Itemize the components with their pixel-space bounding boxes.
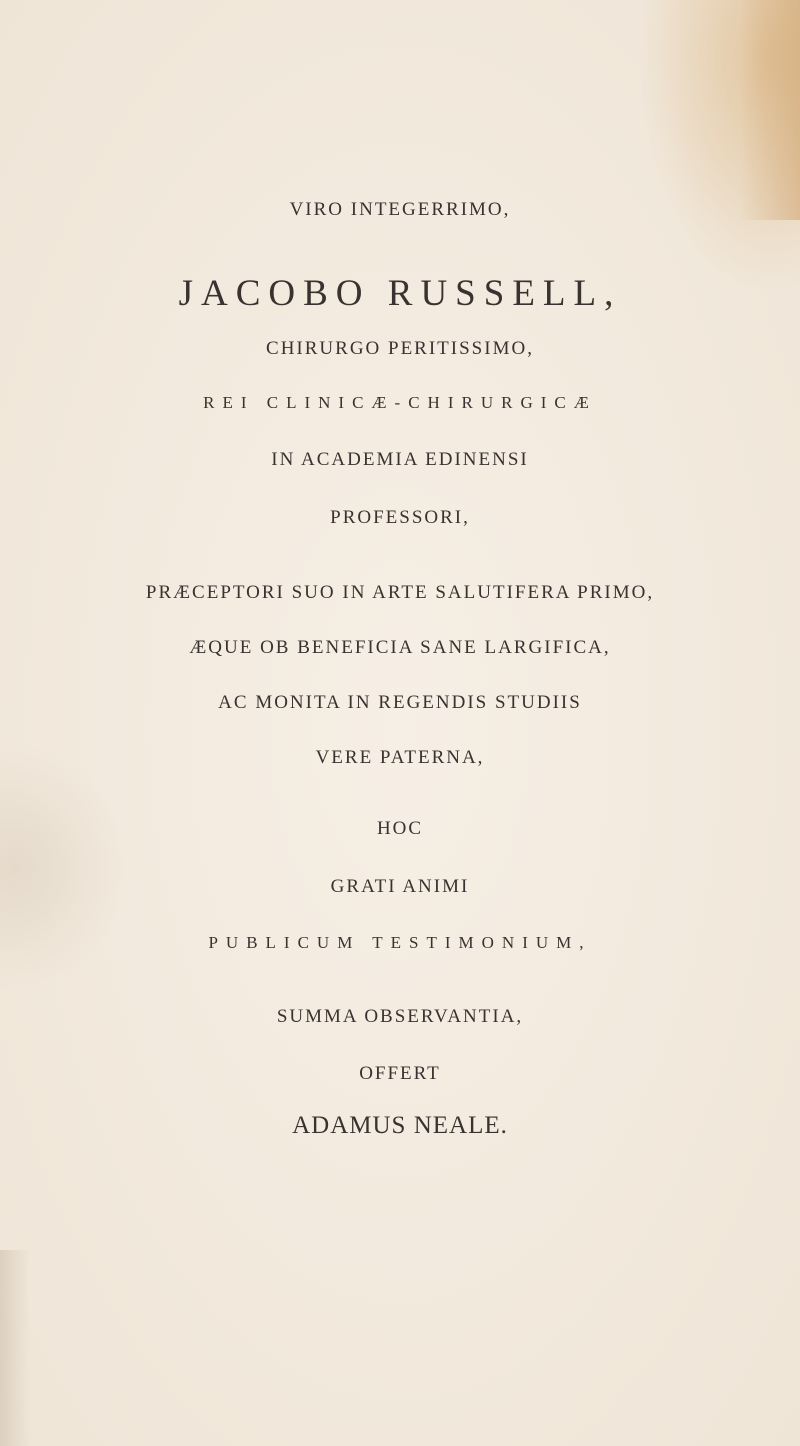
dedication-line-aeque: ÆQUE OB BENEFICIA SANE LARGIFICA, <box>189 637 611 658</box>
dedication-line-chirurgo: CHIRURGO PERITISSIMO, <box>266 338 534 359</box>
dedication-line-academia: IN ACADEMIA EDINENSI <box>271 449 529 470</box>
dedication-line-grati: GRATI ANIMI <box>330 876 470 897</box>
dedication-line-publicum: PUBLICUM TESTIMONIUM, <box>208 933 592 952</box>
paper-stain <box>0 1250 30 1446</box>
dedicatee-name: JACOBO RUSSELL, <box>178 273 622 314</box>
dedication-line-viro: VIRO INTEGERRIMO, <box>289 199 511 220</box>
dedication-line-summa: SUMMA OBSERVANTIA, <box>276 1006 524 1027</box>
dedication-line-hoc: HOC <box>376 818 424 839</box>
dedication-line-monita: AC MONITA IN REGENDIS STUDIIS <box>218 692 582 713</box>
dedication-line-offert: OFFERT <box>359 1063 441 1084</box>
paper-stain <box>740 0 800 220</box>
author-signature: ADAMUS NEALE. <box>292 1112 508 1139</box>
dedication-line-praeceptori: PRÆCEPTORI SUO IN ARTE SALUTIFERA PRIMO, <box>145 582 655 603</box>
dedication-line-paterna: VERE PATERNA, <box>315 747 485 768</box>
dedication-line-rei: REI CLINICÆ-CHIRURGICÆ <box>203 393 597 412</box>
dedication-line-professori: PROFESSORI, <box>330 507 470 528</box>
